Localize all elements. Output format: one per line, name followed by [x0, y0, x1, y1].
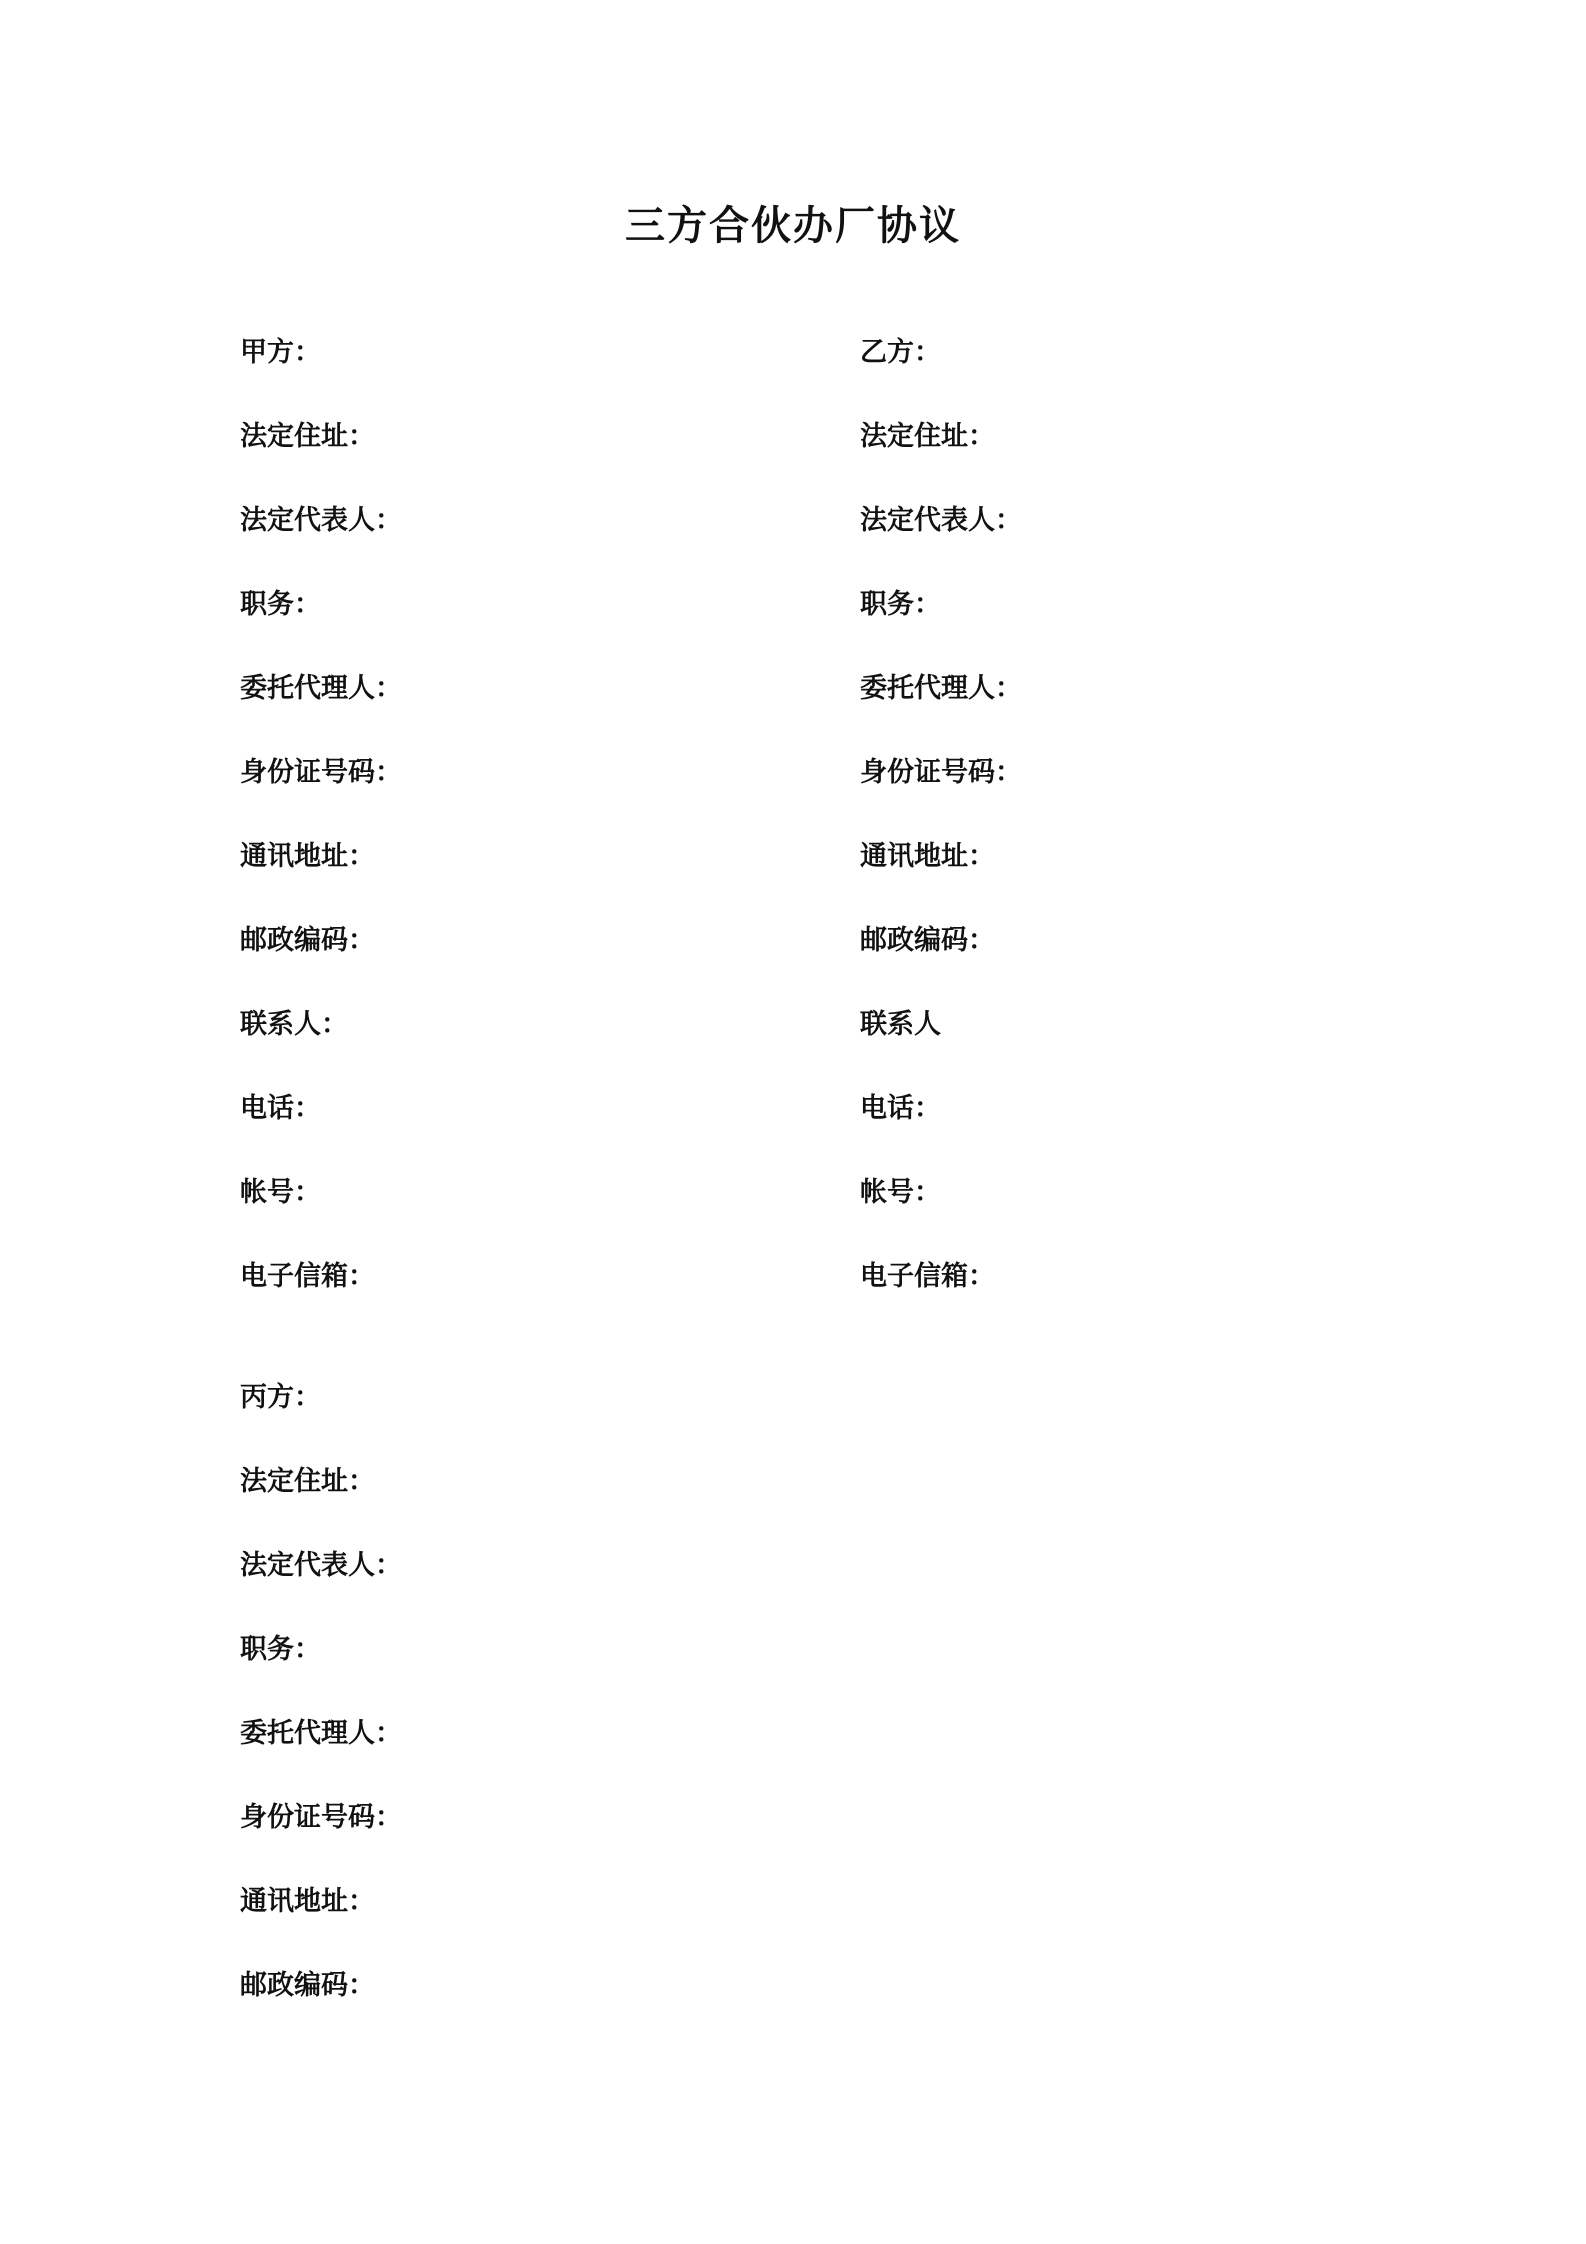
party-a-legal-representative-label: 法定代表人： [240, 505, 402, 536]
party-a-id-number-label: 身份证号码： [240, 757, 402, 788]
party-b-contact-label: 联系人 [860, 1009, 941, 1040]
party-a-position-label: 职务： [240, 589, 321, 620]
party-c-legal-address-label: 法定住址： [240, 1466, 375, 1497]
party-a-postal-code-label: 邮政编码： [240, 925, 375, 956]
party-a-contact-label: 联系人： [240, 1009, 348, 1040]
party-b-email-label: 电子信箱： [860, 1261, 995, 1292]
party-b-account-label: 帐号： [860, 1177, 941, 1208]
party-c-legal-representative-label: 法定代表人： [240, 1550, 402, 1581]
party-a-email-label: 电子信箱： [240, 1261, 375, 1292]
party-b-position-label: 职务： [860, 589, 941, 620]
party-a-agent-label: 委托代理人： [240, 673, 402, 704]
party-b-mailing-address-label: 通讯地址： [860, 841, 995, 872]
document-title: 三方合伙办厂协议 [625, 203, 961, 249]
party-b-info [860, 335, 1022, 1343]
party-b-legal-address-label: 法定住址： [860, 421, 995, 452]
party-a-mailing-address-label: 通讯地址： [240, 841, 375, 872]
party-b-phone-label: 电话： [860, 1093, 941, 1124]
party-a-legal-address-label: 法定住址： [240, 421, 375, 452]
party-b-agent-label: 委托代理人： [860, 673, 1022, 704]
party-a-info [240, 335, 402, 1343]
party-a-name-label: 甲方： [240, 337, 321, 368]
party-c-mailing-address-label: 通讯地址： [240, 1886, 375, 1917]
party-c-id-number-label: 身份证号码： [240, 1802, 402, 1833]
party-a-phone-label: 电话： [240, 1093, 321, 1124]
party-c-info [240, 1380, 402, 2052]
party-b-postal-code-label: 邮政编码： [860, 925, 995, 956]
party-b-id-number-label: 身份证号码： [860, 757, 1022, 788]
party-c-postal-code-label: 邮政编码： [240, 1970, 375, 2001]
party-a-account-label: 帐号： [240, 1177, 321, 1208]
party-c-name-label: 丙方： [240, 1382, 321, 1413]
party-c-agent-label: 委托代理人： [240, 1718, 402, 1749]
party-c-position-label: 职务： [240, 1634, 321, 1665]
party-b-legal-representative-label: 法定代表人： [860, 505, 1022, 536]
party-b-name-label: 乙方： [860, 337, 941, 368]
